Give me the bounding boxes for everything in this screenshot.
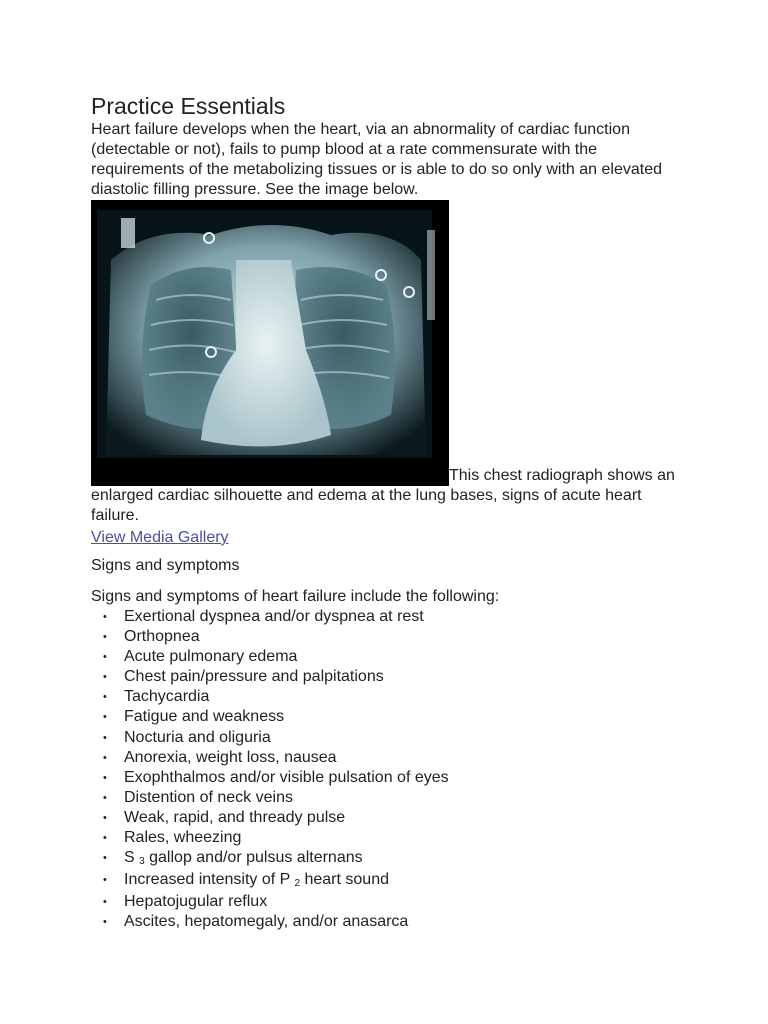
bullet-icon: • [103, 631, 107, 644]
list-item-text: Tachycardia [124, 688, 210, 706]
figure [91, 200, 681, 526]
list-item-text: Orthopnea [124, 628, 200, 646]
document-page [91, 92, 681, 933]
bullet-icon: • [103, 671, 107, 684]
bullet-icon: • [103, 874, 107, 887]
list-item [91, 728, 681, 748]
list-item [91, 748, 681, 768]
list-item [91, 912, 681, 932]
symptom-list [91, 607, 681, 933]
list-item-text: Fatigue and weakness [124, 708, 285, 726]
list-item [91, 768, 681, 788]
bullet-icon: • [103, 791, 107, 804]
list-item [91, 788, 681, 808]
bullet-icon: • [103, 852, 107, 865]
list-item [91, 607, 681, 627]
list-item [91, 627, 681, 647]
subscript: 2 [294, 878, 301, 890]
bullet-icon: • [103, 811, 107, 824]
list-item-text: Rales, wheezing [124, 829, 242, 847]
list-item [91, 892, 681, 912]
subscript: 3 [139, 856, 145, 868]
list-item [91, 870, 681, 892]
list-item [91, 828, 681, 848]
bullet-icon: • [103, 651, 107, 664]
bullet-icon: • [103, 711, 107, 724]
bullet-icon: • [103, 832, 107, 845]
list-item-text: Chest pain/pressure and palpitations [124, 668, 384, 686]
figure-caption: This chest radiograph shows an enlarged cardiac silhouette and edema at the lung bases, signs of acute heart failure. [91, 467, 675, 524]
signs-heading: Signs and symptoms [91, 557, 240, 574]
list-item-text: Acute pulmonary edema [124, 648, 298, 666]
signs-intro: Signs and symptoms of heart failure include the following: [91, 588, 500, 605]
page-title: Practice Essentials [91, 93, 286, 119]
list-item-text: Increased intensity of P $_2$ heart sound [124, 871, 389, 890]
list-item-text: Anorexia, weight loss, nausea [124, 748, 337, 766]
list-item [91, 667, 681, 687]
bullet-icon: • [103, 731, 107, 744]
list-item [91, 647, 681, 667]
list-item [91, 848, 681, 870]
list-item-text: S $_3$ gallop and/or pulsus alternans [124, 849, 363, 868]
bullet-icon: • [103, 896, 107, 909]
list-item [91, 687, 681, 707]
list-item-text: Distention of neck veins [124, 788, 293, 806]
list-item-text: Weak, rapid, and thready pulse [124, 808, 346, 826]
list-item-text: Exertional dyspnea and/or dyspnea at rest [124, 608, 424, 625]
bullet-icon: • [103, 751, 107, 764]
list-item-text: Exophthalmos and/or visible pulsation of eyes [124, 768, 449, 786]
list-item-text: Ascites, hepatomegaly, and/or anasarca [124, 913, 409, 931]
bullet-icon: • [103, 771, 107, 784]
list-item-text: Hepatojugular reflux [124, 893, 268, 911]
bullet-icon: • [103, 611, 107, 623]
list-item [91, 707, 681, 727]
view-media-gallery-link[interactable]: View Media Gallery [91, 529, 229, 546]
intro-paragraph: Heart failure develops when the heart, via an abnormality of cardiac function (detectable or not), fails to pump blood at a rate commensurate with the requirements of the metabolizing tissues or is able to do so only with an elevated diastolic filling pressure. See the image below. [91, 121, 662, 198]
bullet-icon: • [103, 691, 107, 704]
list-item [91, 808, 681, 828]
bullet-icon: • [103, 916, 107, 929]
list-item-text: Nocturia and oliguria [124, 728, 271, 746]
chest-radiograph-image [91, 200, 449, 486]
